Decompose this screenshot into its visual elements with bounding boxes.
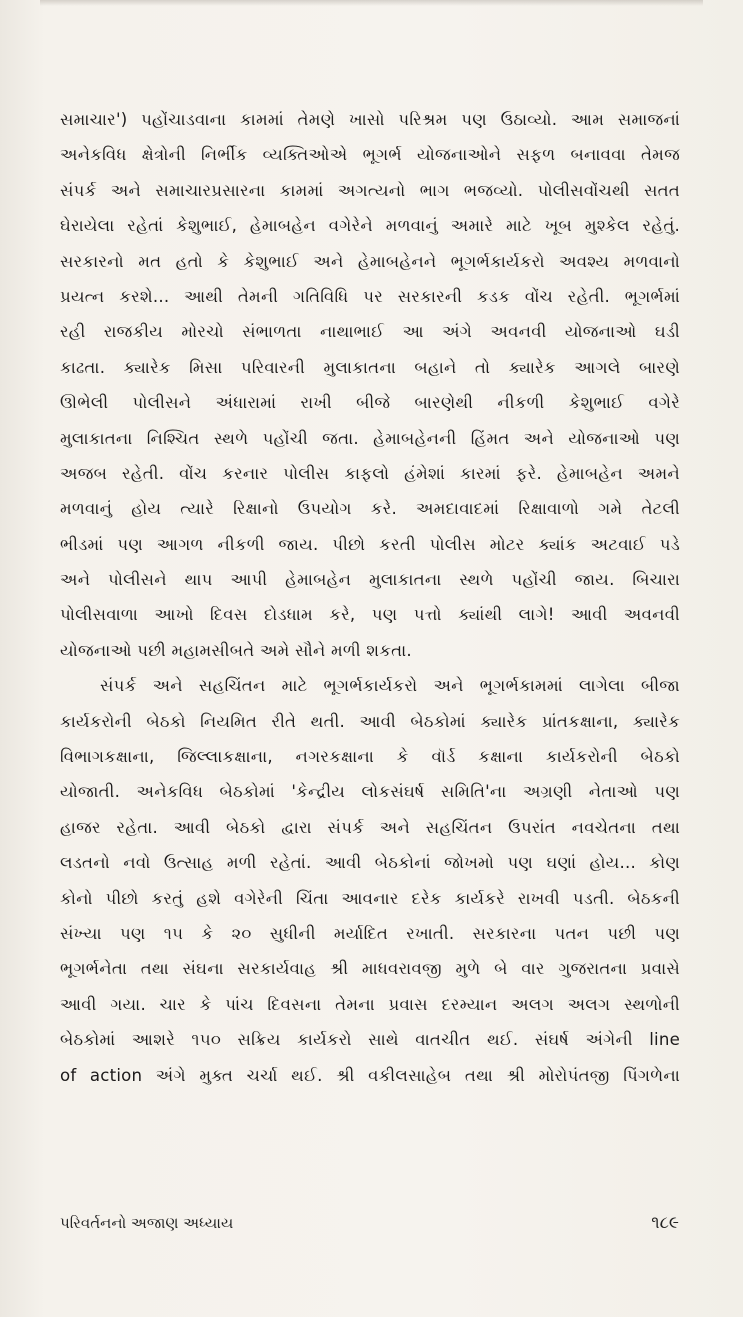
paragraph-end-line: યોજનાઓ પછી મહામસીબતે અમે સૌને મળી શકતા.	[60, 640, 412, 660]
text-line: પ્રયત્ન કરશે... આથી તેમની ગતિવિધિ પર સરકારની કડક વોંચ રહેતી. ભૂગર્ભમાં	[60, 286, 680, 306]
text-line: સંખ્યા પણ ૧૫ કે ૨૦ સુધીની મર્યાદિત રખાતી. સરકારના પતન પછી પણ	[60, 923, 680, 943]
text-line: ભીડમાં પણ આગળ નીકળી જાય. પીછો કરતી પોલીસ મોટર ક્યાંક અટવાઈ પડે	[60, 534, 680, 554]
page-footer	[60, 1208, 679, 1238]
text-line: હાજર રહેતા. આવી બેઠકો દ્વારા સંપર્ક અને સહચિંતન ઉપરાંત નવચેતના તથા	[60, 817, 680, 837]
text-line: આવી ગયા. ચાર કે પાંચ દિવસના તેમના પ્રવાસ દરમ્યાન અલગ અલગ સ્થળોની	[60, 994, 680, 1014]
text-line: સંપર્ક અને સમાચારપ્રસારના કામમાં અગત્યનો ભાગ ભજવ્યો. પોલીસવોંચથી સતત	[60, 180, 680, 200]
page-edge-shadow	[40, 0, 703, 6]
text-line: ભૂગર્ભનેતા તથા સંઘના સરકાર્યવાહ શ્રી માધવરાવજી મુળે બે વાર ગુજરાતના પ્રવાસે	[60, 959, 680, 979]
text-line: મળવાનું હોય ત્યારે રિક્ષાનો ઉપયોગ કરે. અમદાવાદમાં રિક્ષાવાળો ગમે તેટલી	[60, 499, 680, 519]
text-line: મુલાકાતના નિશ્ચિત સ્થળે પહોંચી જતા. હેમાબહેનની હિંમત અને યોજનાઓ પણ	[60, 428, 680, 448]
text-line: ઘેરાયેલા રહેતાં કેશુભાઈ, હેમાબહેન વગેરેને મળવાનું અમારે માટે ખૂબ મુશ્કેલ રહેતું.	[60, 216, 680, 236]
text-line: પોલીસવાળા આખો દિવસ દોડધામ કરે, પણ પત્તો ક્યાંથી લાગે! આવી અવનવી	[60, 605, 680, 625]
text-line: કાર્યકરોની બેઠકો નિયમિત રીતે થતી. આવી બેઠકોમાં ક્યારેક પ્રાંતકક્ષાના, ક્યારેક	[60, 711, 680, 731]
text-line: સરકારનો મત હતો કે કેશુભાઈ અને હેમાબહેનને ભૂગર્ભકાર્યકરો અવશ્ય મળવાનો	[60, 251, 680, 271]
running-footer-title: પરિવર્તનનો અજાણ અધ્યાય	[60, 1214, 234, 1232]
text-line: અને પોલીસને થાપ આપી હેમાબહેન મુલાકાતના સ્થળે પહોંચી જાય. બિચારા	[60, 570, 680, 590]
text-line: ઊભેલી પોલીસને અંધારામાં રાખી બીજે બારણેથી નીકળી કેશુભાઈ વગેરે	[60, 393, 680, 413]
text-line: યોજાતી. અનેકવિધ બેઠકોમાં 'કેન્દ્રીય લોકસંઘર્ષ સમિતિ'ના અગ્રણી નેતાઓ પણ	[60, 782, 680, 802]
text-line: બેઠકોમાં આશરે ૧૫૦ સક્રિય કાર્યકરો સાથે વાતચીત થઈ. સંઘર્ષ અંગેની line	[60, 1030, 680, 1050]
text-line: રહી રાજકીય મોરચો સંભાળતા નાથાભાઈ આ અંગે અવનવી યોજનાઓ ઘડી	[60, 322, 680, 342]
paragraph-start-line: સંપર્ક અને સહચિંતન માટે ભૂગર્ભકાર્યકરો અને ભૂગર્ભકામમાં લાગેલા બીજા	[100, 676, 680, 696]
text-line: કાઢતા. ક્યારેક મિસા પરિવારની મુલાકાતના બહાને તો ક્યારેક આગલે બારણે	[60, 357, 680, 377]
text-line: સમાચાર') પહોંચાડવાના કામમાં તેમણે ખાસો પરિશ્રમ પણ ઉઠાવ્યો. આમ સમાજનાં	[60, 110, 680, 129]
text-line: of action અંગે મુક્ત ચર્ચા થઈ. શ્રી વકીલસાહેબ તથા શ્રી મોરોપંતજી પિંગળેના	[60, 1065, 680, 1085]
text-line: અનેકવિધ ક્ષેત્રોની નિર્ભીક વ્યક્તિઓએ ભૂગર્ભ યોજનાઓને સફળ બનાવવા તેમજ	[60, 145, 680, 165]
body-text	[60, 102, 680, 1093]
page-number: ૧૮૯	[651, 1213, 679, 1233]
text-line: અજબ રહેતી. વોંચ કરનાર પોલીસ કાફલો હંમેશાં કારમાં ફરે. હેમાબહેન અમને	[60, 463, 680, 483]
text-line: લડતનો નવો ઉત્સાહ મળી રહેતાં. આવી બેઠકોનાં જોખમો પણ ઘણાં હોય... કોણ	[60, 853, 680, 873]
text-line: વિભાગકક્ષાના, જિલ્લાકક્ષાના, નગરકક્ષાના કે વૉર્ડ કક્ષાના કાર્યકરોની બેઠકો	[60, 747, 680, 767]
text-line: કોનો પીછો કરતું હશે વગેરેની ચિંતા આવનાર દરેક કાર્યકરે રાખવી પડતી. બેઠકની	[60, 888, 680, 908]
